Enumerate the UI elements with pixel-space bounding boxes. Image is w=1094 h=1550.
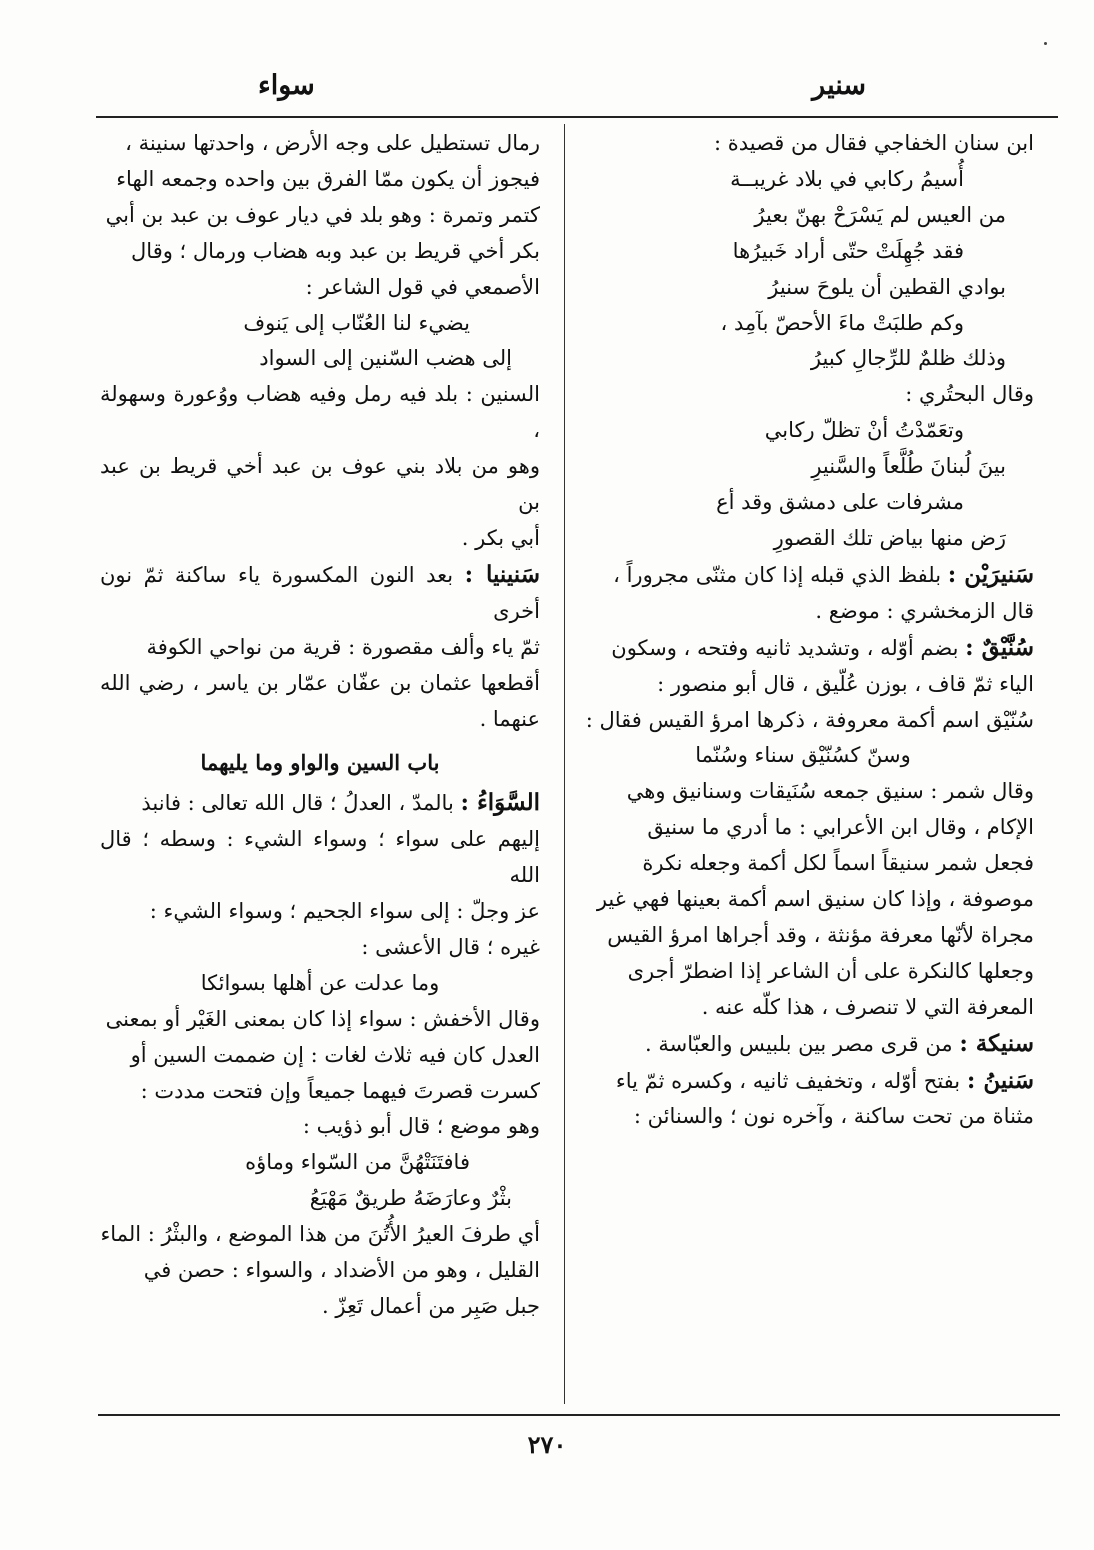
text-line: كتمر وتمرة : وهو بلد في ديار عوف بن عبد بن أبي xyxy=(105,202,540,227)
text-line: الإكام ، وقال ابن الأعرابي : ما أدري ما سنيق xyxy=(647,815,1034,840)
text-line: أبي بكر . xyxy=(461,525,540,550)
column-divider xyxy=(564,124,565,1404)
entry-line xyxy=(572,1026,1034,1063)
text-line: موصوفة ، وإذا كان سنيق اسم أكمة بعينها فهي غير xyxy=(596,887,1034,912)
entry-line xyxy=(572,557,1034,594)
header-right-word: سنير xyxy=(812,70,866,101)
entry-text: بالمدّ ، العدلُ ؛ قال الله تعالى : فانبذ xyxy=(141,791,454,816)
entry-headword: سُنَّيْقٌ : xyxy=(965,633,1034,661)
text-line: مثناة من تحت ساكنة ، وآخره نون ؛ والسنائن : xyxy=(633,1104,1034,1129)
verse-second-hemistich: إلى هضب السّنين إلى السواد xyxy=(259,346,512,371)
page-speck xyxy=(1044,42,1047,45)
header-left-word: سواء xyxy=(258,70,315,101)
verse-second-hemistich: بثْرٌ وعارَضَهُ طريقٌ مَهْيَعُ xyxy=(309,1186,512,1211)
top-rule xyxy=(96,116,1058,118)
entry-headword: سنيكة : xyxy=(959,1029,1034,1057)
entry-line xyxy=(100,785,540,822)
text-line: غيره ؛ قال الأعشى : xyxy=(361,934,540,959)
text-line: فجعل شمر سنيقاً اسماً لكل أكمة وجعله نكرة xyxy=(642,851,1034,876)
verse-first-hemistich: وتعَمّدْتُ أنْ تظلّ ركابي xyxy=(764,418,964,443)
text-line: ثمّ ياء وألف مقصورة : قرية من نواحي الكوفة xyxy=(146,634,540,659)
entry-headword: سَنينيا : xyxy=(464,560,540,588)
verse-second-hemistich: رَض منها بياض تلك القصورِ xyxy=(773,525,1006,550)
text-line: بكر أخي قريط بن عبد وبه هضاب ورمال ؛ وقال xyxy=(131,238,540,263)
entry-headword: السَّوَاءُ : xyxy=(460,789,540,817)
verse-line: وما عدلت عن أهلها بسوائكا xyxy=(200,970,440,995)
text-line: العدل كان فيه ثلاث لغات : إن ضممت السين أو xyxy=(130,1042,540,1067)
text-line: وهو من بلاد بني عوف بن عبد أخي قريط بن عبد بن xyxy=(100,454,540,515)
text-line: سُنّيْق اسم أكمة معروفة ، ذكرها امرؤ القيس فقال : xyxy=(585,707,1034,732)
verse-first-hemistich: أُسيمُ ركابي في بلاد غريبــة xyxy=(730,166,964,191)
text-line: وجعلها كالنكرة على أن الشاعر إذا اضطرّ أجرى xyxy=(627,958,1034,983)
verse-second-hemistich: من العيس لم يَسْرَحْ بهنّ بعيرُ xyxy=(754,202,1006,227)
verse-second-hemistich: بوادي القطين أن يلوحَ سنيرُ xyxy=(768,274,1006,299)
entry-text: من قرى مصر بين بلبيس والعبّاسة . xyxy=(645,1031,953,1056)
verse-first-hemistich: فافتَنَتْهُنَّ من السّواء وماؤه xyxy=(245,1150,470,1175)
text-line: الياء ثمّ قاف ، بوزن عُلّيق ، قال أبو منصور : xyxy=(657,671,1034,696)
entry-text: بلفظ الذي قبله إذا كان مثنّى مجروراً ، xyxy=(613,562,942,587)
text-line: رمال تستطيل على وجه الأرض ، واحدتها سنينة ، xyxy=(125,131,540,155)
entry-line xyxy=(572,630,1034,667)
text-line: كسرت قصرتَ فيهما جميعاً وإن فتحت مددت : xyxy=(140,1078,540,1103)
text-line: قال الزمخشري : موضع . xyxy=(815,598,1034,623)
text-line: عز وجلّ : إلى سواء الجحيم ؛ وسواء الشيء : xyxy=(149,899,540,924)
text-line: أي طرفَ العيرُ الأُتُنَ من هذا الموضع ، والبثْرُ : الماء xyxy=(100,1222,540,1247)
text-line: السنين : بلد فيه رمل وفيه هضاب ووُعورة وسهولة ، xyxy=(100,382,540,443)
text-line: إليهم على سواء ؛ وسواء الشيء : وسطه ؛ قال الله xyxy=(100,827,540,888)
verse-first-hemistich: مشرفات على دمشق وقد أع xyxy=(716,490,964,515)
section-title: باب السين والواو وما يليهما xyxy=(200,750,440,776)
text-line: أقطعها عثمان بن عفّان عمّار بن ياسر ، رضي الله عنهما . xyxy=(100,670,540,731)
verse-line: وسنّ كسُنّيْق سناء وسُنّما xyxy=(695,743,911,768)
text-line: وقال شمر : سنيق جمعه سُنَيقات وسنانيق وهي xyxy=(626,779,1034,804)
text-line: الأصمعي في قول الشاعر : xyxy=(305,274,540,299)
right-column xyxy=(572,126,1034,1135)
entry-headword: سَنينُ : xyxy=(966,1066,1034,1094)
bottom-rule xyxy=(98,1414,1060,1416)
entry-line xyxy=(572,1063,1034,1100)
verse-first-hemistich: يضيء لنا العُنّاب إلى يَنوف xyxy=(243,310,470,335)
verse-first-hemistich: وكم طلبَتْ ماءَ الأحصّ بآمِد ، xyxy=(720,310,964,335)
text-line: فيجوز أن يكون ممّا الفرق بين واحده وجمعه الهاء xyxy=(116,166,540,191)
text-line: وقال البحتُري : xyxy=(905,382,1034,407)
verse-second-hemistich: وذلك ظلمٌ للرِّجالِ كبيرُ xyxy=(810,346,1006,371)
text-line: جبل صَبِر من أعمال تَعِزّ . xyxy=(322,1294,540,1318)
verse-first-hemistich: فقد جُهِلَتْ حتّى أراد خَبيرُها xyxy=(732,238,964,263)
left-column xyxy=(100,126,540,1325)
verse-second-hemistich: بينَ لُبنانَ طُلَّعاً والسَّنيرِ xyxy=(811,454,1006,479)
text-line: مجراة لأنّها معرفة مؤنثة ، وقد أجراها امرؤ القيس xyxy=(607,922,1034,947)
text-line: المعرفة التي لا تنصرف ، هذا كلّه عنه . xyxy=(701,994,1034,1019)
entry-text: بضم أوّله ، وتشديد ثانيه وفتحه ، وسكون xyxy=(611,635,959,660)
text-line: ابن سنان الخفاجي فقال من قصيدة : xyxy=(713,131,1034,155)
entry-line xyxy=(100,557,540,630)
entry-text: بفتح أوّله ، وتخفيف ثانيه ، وكسره ثمّ ياء xyxy=(615,1068,961,1093)
page-number: ٢٧٠ xyxy=(527,1430,567,1459)
entry-text: بعد النون المكسورة ياء ساكنة ثمّ نون أخرى xyxy=(100,562,540,623)
entry-headword: سَنيرَيْن : xyxy=(947,560,1034,588)
text-line: القليل ، وهو من الأضداد ، والسواء : حصن في xyxy=(143,1258,540,1283)
text-line: وهو موضع ؛ قال أبو ذؤيب : xyxy=(302,1114,540,1139)
text-line: وقال الأخفش : سواء إذا كان بمعنى الغَيْر أو بمعنى xyxy=(105,1006,540,1031)
